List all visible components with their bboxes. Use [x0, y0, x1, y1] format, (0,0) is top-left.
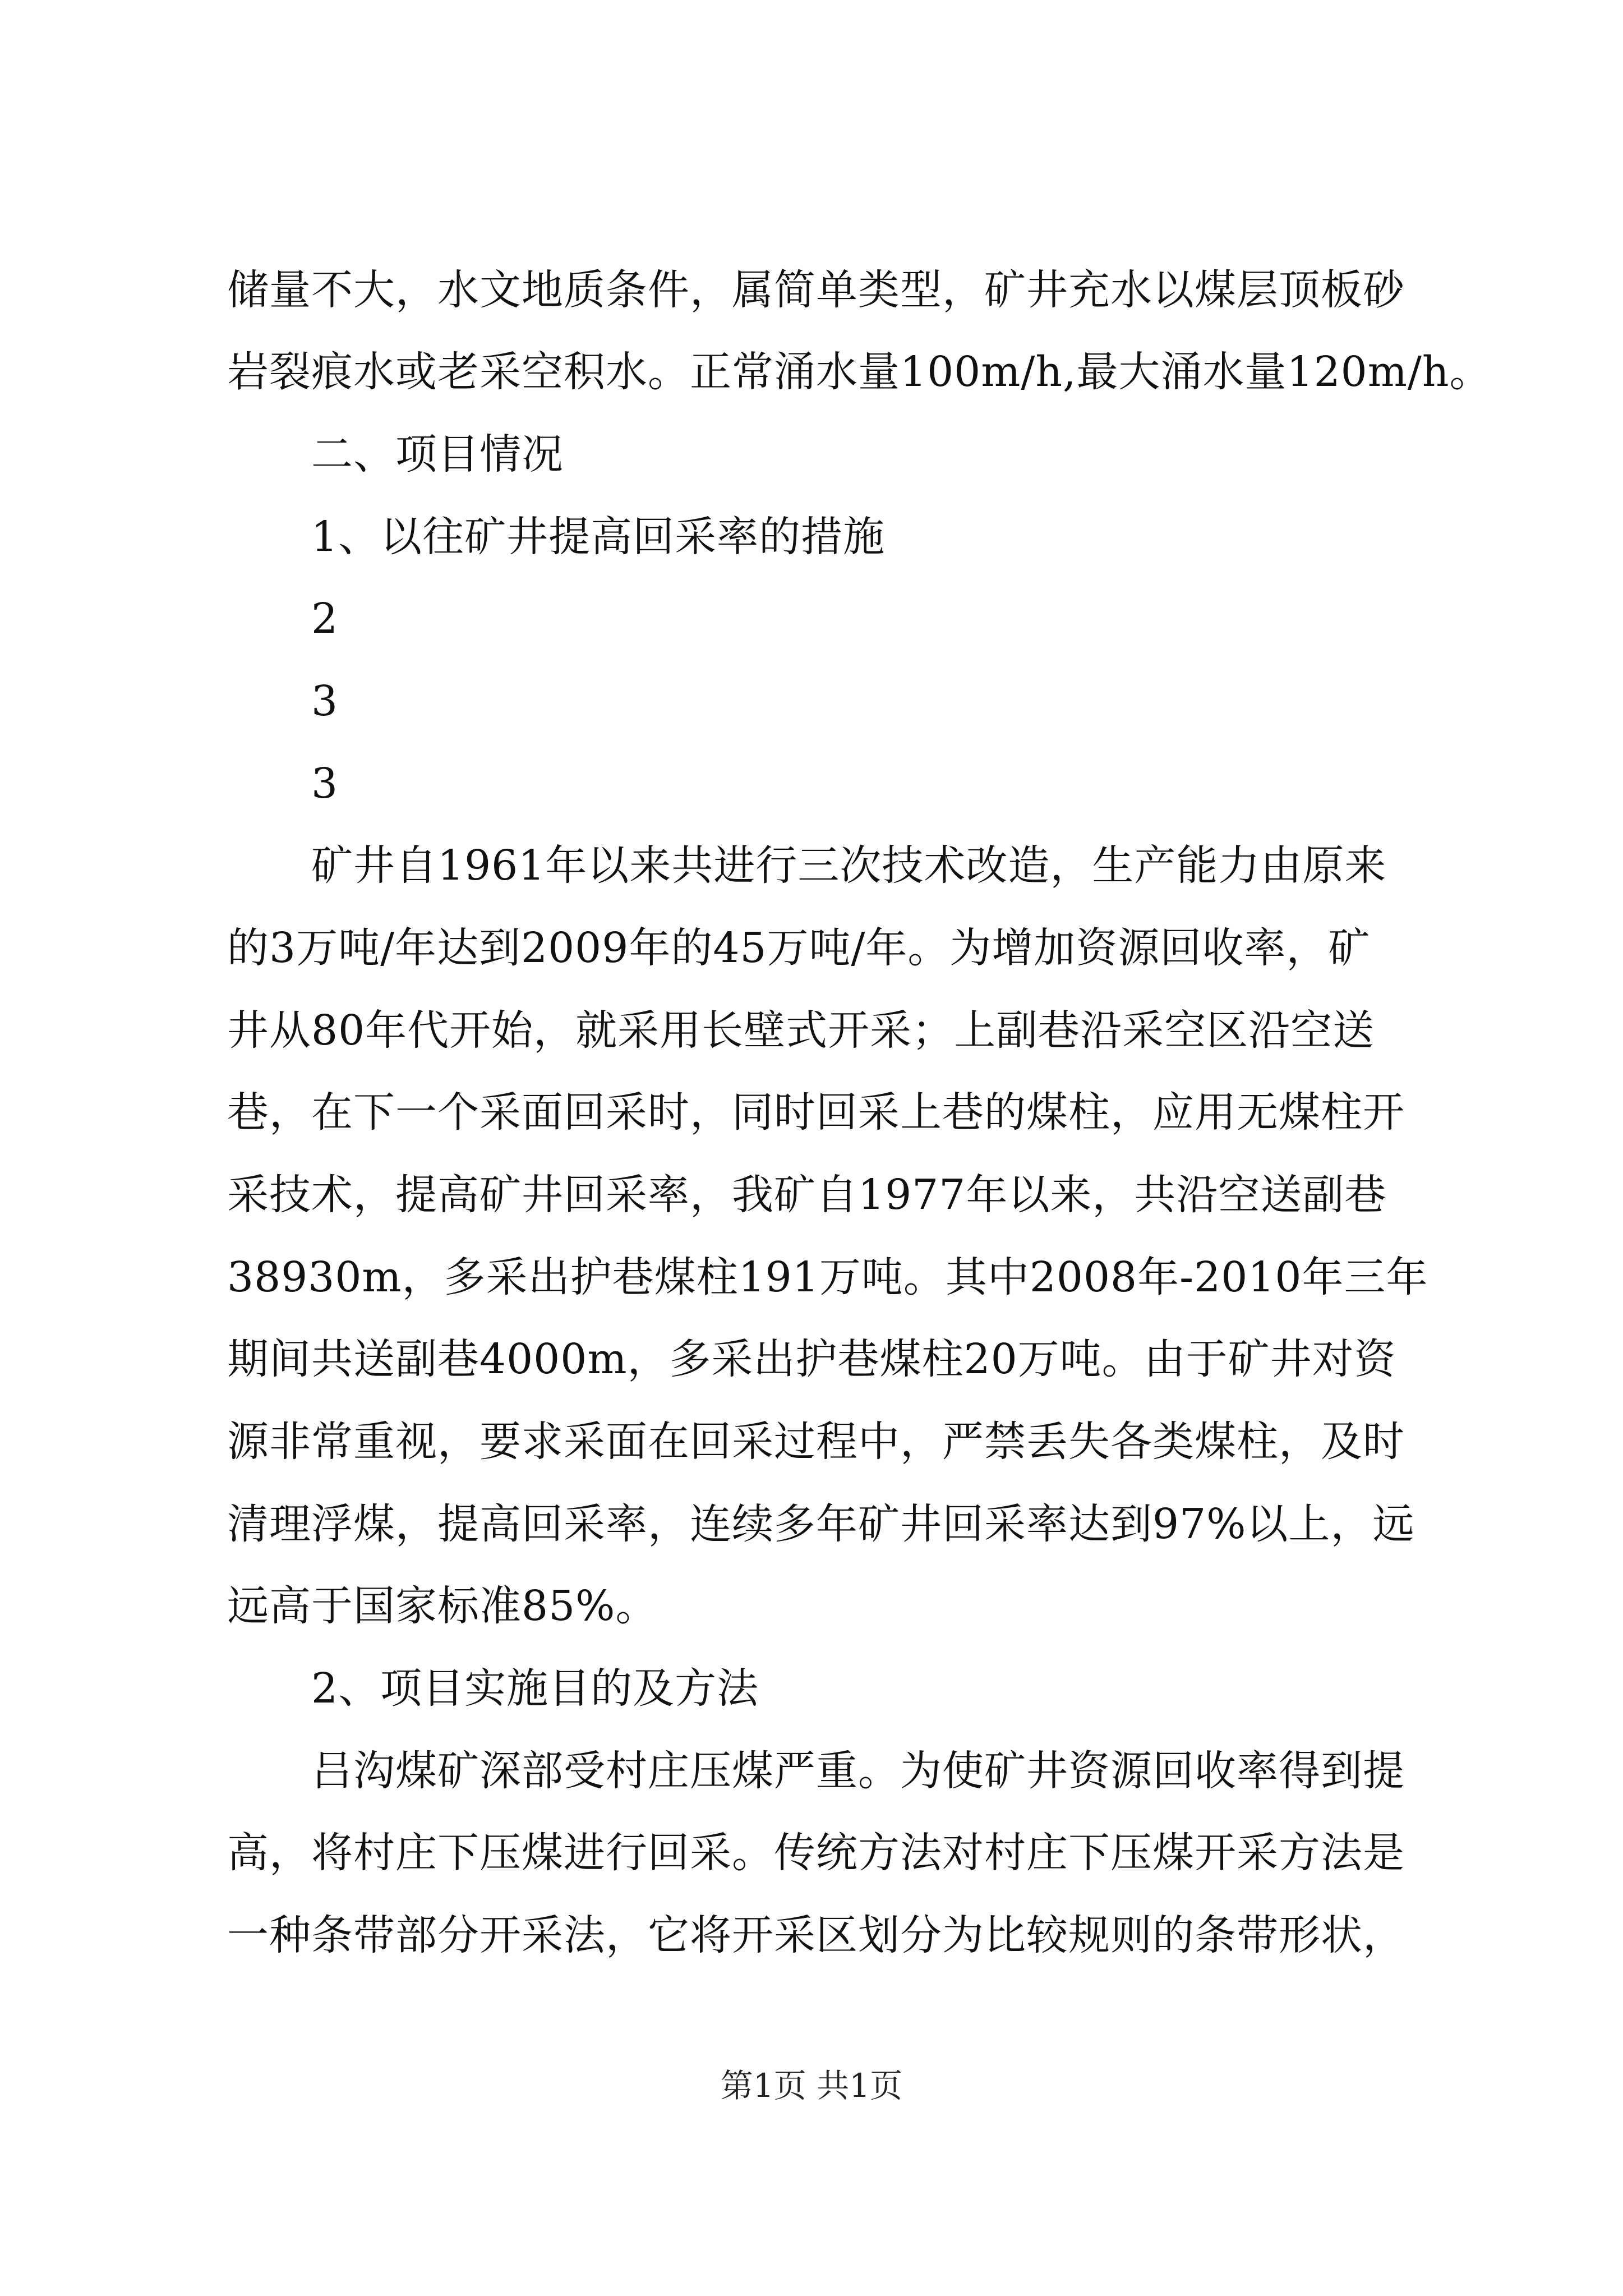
paragraph-mine-upgrade-line-9: 清理浮煤，提高回采率，连续多年矿井回采率达到97%以上，远: [227, 1500, 1415, 1548]
paragraph-project-purpose-line-1: 吕沟煤矿深部受村庄压煤严重。为使矿井资源回收率得到提: [311, 1747, 1405, 1795]
text-line-2: 岩裂痕水或老采空积水。正常涌水量100m/h,最大涌水量120m/h。: [227, 348, 1492, 396]
section-heading-project-status: 二、项目情况: [311, 430, 564, 478]
paragraph-project-purpose-line-2: 高，将村庄下压煤进行回采。传统方法对村庄下压煤开采方法是: [227, 1829, 1405, 1877]
paragraph-mine-upgrade-line-7: 期间共送副巷4000m，多采出护巷煤柱20万吨。由于矿井对资: [227, 1335, 1396, 1383]
subheading-previous-measures: 1、以往矿井提高回采率的措施: [311, 513, 886, 561]
list-number-3a: 3: [311, 677, 339, 725]
paragraph-mine-upgrade-line-2: 的3万吨/年达到2009年的45万吨/年。为增加资源回收率，矿: [227, 924, 1371, 972]
paragraph-mine-upgrade-line-10: 远高于国家标准85%。: [227, 1582, 658, 1630]
paragraph-project-purpose-line-3: 一种条带部分开采法，它将开采区划分为比较规则的条带形状，: [227, 1911, 1405, 1959]
text-line-1: 储量不大，水文地质条件，属简单类型，矿井充水以煤层顶板砂: [227, 266, 1405, 314]
paragraph-mine-upgrade-line-3: 井从80年代开始，就采用长壁式开采；上副巷沿采空区沿空送: [227, 1006, 1375, 1055]
subheading-project-purpose: 2、项目实施目的及方法: [311, 1664, 759, 1713]
paragraph-mine-upgrade-line-6: 38930m，多采出护巷煤柱191万吨。其中2008年-2010年三年: [227, 1253, 1428, 1301]
list-number-3b: 3: [311, 760, 339, 808]
paragraph-mine-upgrade-line-5: 采技术，提高矿井回采率，我矿自1977年以来，共沿空送副巷: [227, 1171, 1387, 1219]
list-number-2: 2: [311, 595, 339, 643]
page-footer: 第1页 共1页: [720, 2067, 903, 2105]
paragraph-mine-upgrade-line-4: 巷，在下一个采面回采时，同时回采上巷的煤柱，应用无煤柱开: [227, 1088, 1405, 1137]
paragraph-mine-upgrade-line-1: 矿井自1961年以来共进行三次技术改造，生产能力由原来: [311, 841, 1387, 890]
paragraph-mine-upgrade-line-8: 源非常重视，要求采面在回采过程中，严禁丢失各类煤柱，及时: [227, 1418, 1405, 1466]
